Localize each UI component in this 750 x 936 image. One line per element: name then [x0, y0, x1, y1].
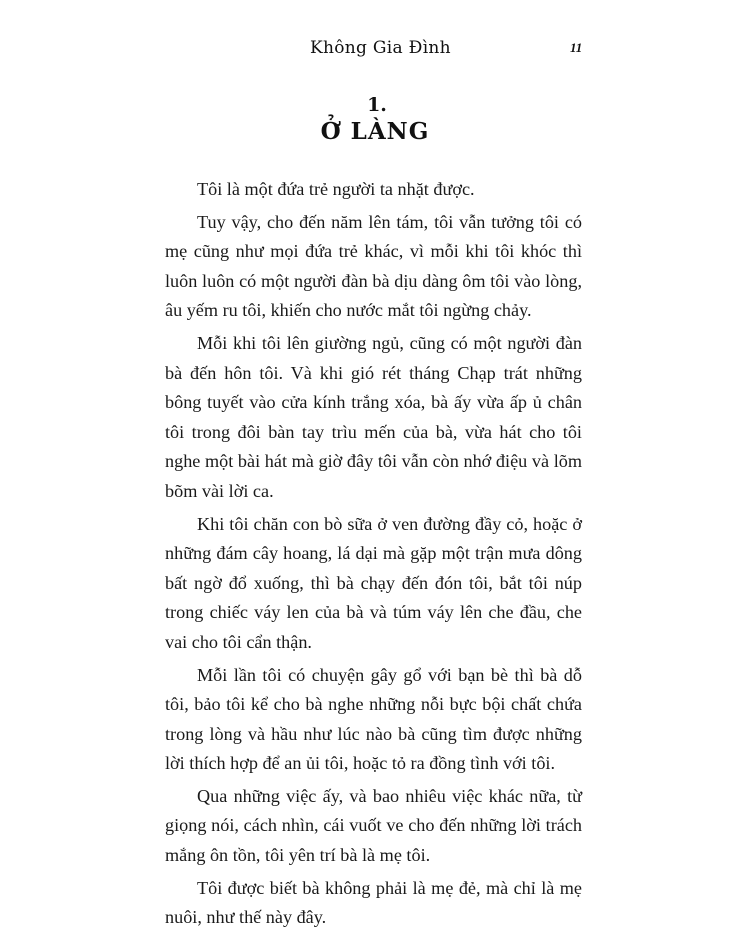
chapter-body: [165, 175, 582, 936]
paragraph: Mỗi lần tôi có chuyện gây gổ với bạn bè thì bà dỗ tôi, bảo tôi kể cho bà nghe những nỗi bực bội chất chứa trong lòng và hầu như lúc nào bà cũng tìm được những lời thích hợp để an ủi tôi, hoặc tỏ ra đồng tình với tôi.: [165, 664, 582, 774]
chapter-number: 1.: [367, 94, 387, 116]
paragraph: Khi tôi chăn con bò sữa ở ven đường đầy cỏ, hoặc ở những đám cây hoang, lá dại mà gặp một trận mưa dông bất ngờ đổ xuống, thì bà chạy đến đón tôi, bắt tôi núp trong chiếc váy len của bà và túm váy lên che đầu, che vai cho tôi cẩn thận.: [165, 513, 582, 652]
page-number: 11: [570, 40, 583, 55]
paragraph: Tôi được biết bà không phải là mẹ đẻ, mà chỉ là mẹ nuôi, như thế này đây.: [165, 877, 582, 928]
paragraph: Tuy vậy, cho đến năm lên tám, tôi vẫn tưởng tôi có mẹ cũng như mọi đứa trẻ khác, vì mỗi khi tôi khóc thì luôn luôn có một người đàn bà dịu dàng ôm tôi vào lòng, âu yếm ru tôi, khiến cho nước mắt tôi ngừng chảy.: [165, 211, 582, 321]
paragraph: Mỗi khi tôi lên giường ngủ, cũng có một người đàn bà đến hôn tôi. Và khi gió rét tháng Chạp trát những bông tuyết vào cửa kính trắng xóa, bà ấy vừa ấp ủ chân tôi trong đôi bàn tay trìu mến của bà, vừa hát cho tôi nghe một bài hát mà giờ đây tôi vẫn còn nhớ điệu và lõm bõm vài lời ca.: [165, 332, 582, 501]
running-header-title: Không Gia Đình: [310, 38, 451, 58]
paragraph: Qua những việc ấy, và bao nhiêu việc khác nữa, từ giọng nói, cách nhìn, cái vuốt ve cho đến những lời trách mắng ôn tồn, tôi yên trí bà là mẹ tôi.: [165, 785, 582, 866]
chapter-title: Ở LÀNG: [320, 118, 430, 145]
paragraph: Tôi là một đứa trẻ người ta nhặt được.: [197, 179, 475, 199]
